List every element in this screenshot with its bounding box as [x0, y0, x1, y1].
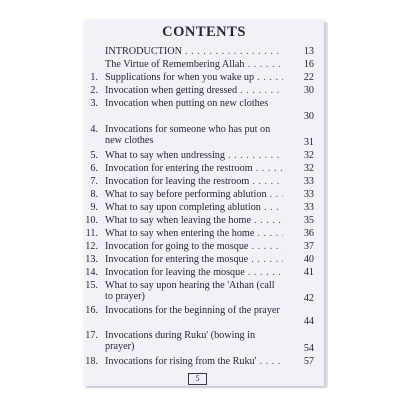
entry-number: 1.: [90, 72, 98, 83]
entry-number: 12.: [85, 241, 98, 252]
entry-page: 54: [303, 343, 314, 354]
entry-title: The Virtue of Remembering Allah . . .: [105, 59, 283, 70]
entry-title: Invocation for entering the mosque . . .: [105, 254, 283, 265]
entry-number: 16.: [85, 305, 98, 316]
entry-title: Invocations during Ruku' (bowing in prayer): [105, 330, 256, 352]
entry-page: 57: [303, 356, 314, 367]
entry-number: 11.: [85, 228, 98, 239]
entry-title: Invocations for the beginning of the prayer: [105, 305, 280, 316]
page-title: CONTENTS: [162, 24, 246, 40]
entry-page: 30: [303, 85, 314, 96]
entry-number: 3.: [90, 98, 98, 109]
entry-title: What to say when leaving the home . . .: [105, 215, 283, 226]
entry-title: Invocation for leaving the restroom . . .: [105, 176, 283, 187]
entry-title: What to say upon hearing the 'Athan (call to prayer): [105, 280, 275, 302]
entry-page: 37: [303, 241, 314, 252]
entry-number: 9.: [90, 202, 98, 213]
entry-title: Invocation when putting on new clothes: [105, 98, 269, 109]
entry-title: What to say when undressing . . .: [105, 150, 283, 161]
entry-title: Invocation when getting dressed . . .: [105, 85, 283, 96]
entry-page: 32: [303, 163, 314, 174]
entry-page: 13: [303, 46, 314, 57]
entry-title: Invocations for rising from the Ruku' . . .: [105, 356, 283, 367]
entry-title: What to say before performing ablution . . .: [105, 189, 283, 200]
entry-page: 41: [303, 267, 314, 278]
entry-title: What to say when entering the home . . .: [105, 228, 283, 239]
entry-page: 22: [303, 72, 314, 83]
entry-title: Invocation for leaving the mosque . . .: [105, 267, 283, 278]
entry-number: 10.: [85, 215, 98, 226]
entry-number: 6.: [90, 163, 98, 174]
entry-page: 36: [303, 228, 314, 239]
entry-page: 33: [303, 202, 314, 213]
entry-page: 33: [303, 189, 314, 200]
entry-page: 42: [303, 293, 314, 304]
entry-title: What to say upon completing ablution . . .: [105, 202, 283, 213]
entry-page: 31: [303, 137, 314, 148]
entry-number: 18.: [85, 356, 98, 367]
entry-number: 8.: [90, 189, 98, 200]
entry-title: Invocation for entering the restroom . . .: [105, 163, 283, 174]
entry-page: 33: [303, 176, 314, 187]
entry-number: 17.: [85, 330, 98, 341]
entry-number: 13.: [85, 254, 98, 265]
entry-page: 32: [303, 150, 314, 161]
entry-number: 7.: [90, 176, 98, 187]
entry-page: 44: [303, 316, 314, 327]
entry-title: Supplications for when you wake up . . .: [105, 72, 283, 83]
entry-title: Invocation for going to the mosque . . .: [105, 241, 283, 252]
entry-number: 2.: [90, 85, 98, 96]
contents-page: [84, 20, 324, 386]
entry-number: 4.: [90, 124, 98, 135]
entry-page: 30: [303, 111, 314, 122]
entry-page: 16: [303, 59, 314, 70]
entry-number: 14.: [85, 267, 98, 278]
entry-number: 15.: [85, 280, 98, 291]
entry-title: Invocations for someone who has put on new clothes: [105, 124, 271, 146]
entry-page: 35: [303, 215, 314, 226]
page-number-box: 5: [188, 373, 207, 385]
entry-title: INTRODUCTION . . .: [105, 46, 283, 57]
entry-page: 40: [303, 254, 314, 265]
entry-number: 5.: [90, 150, 98, 161]
